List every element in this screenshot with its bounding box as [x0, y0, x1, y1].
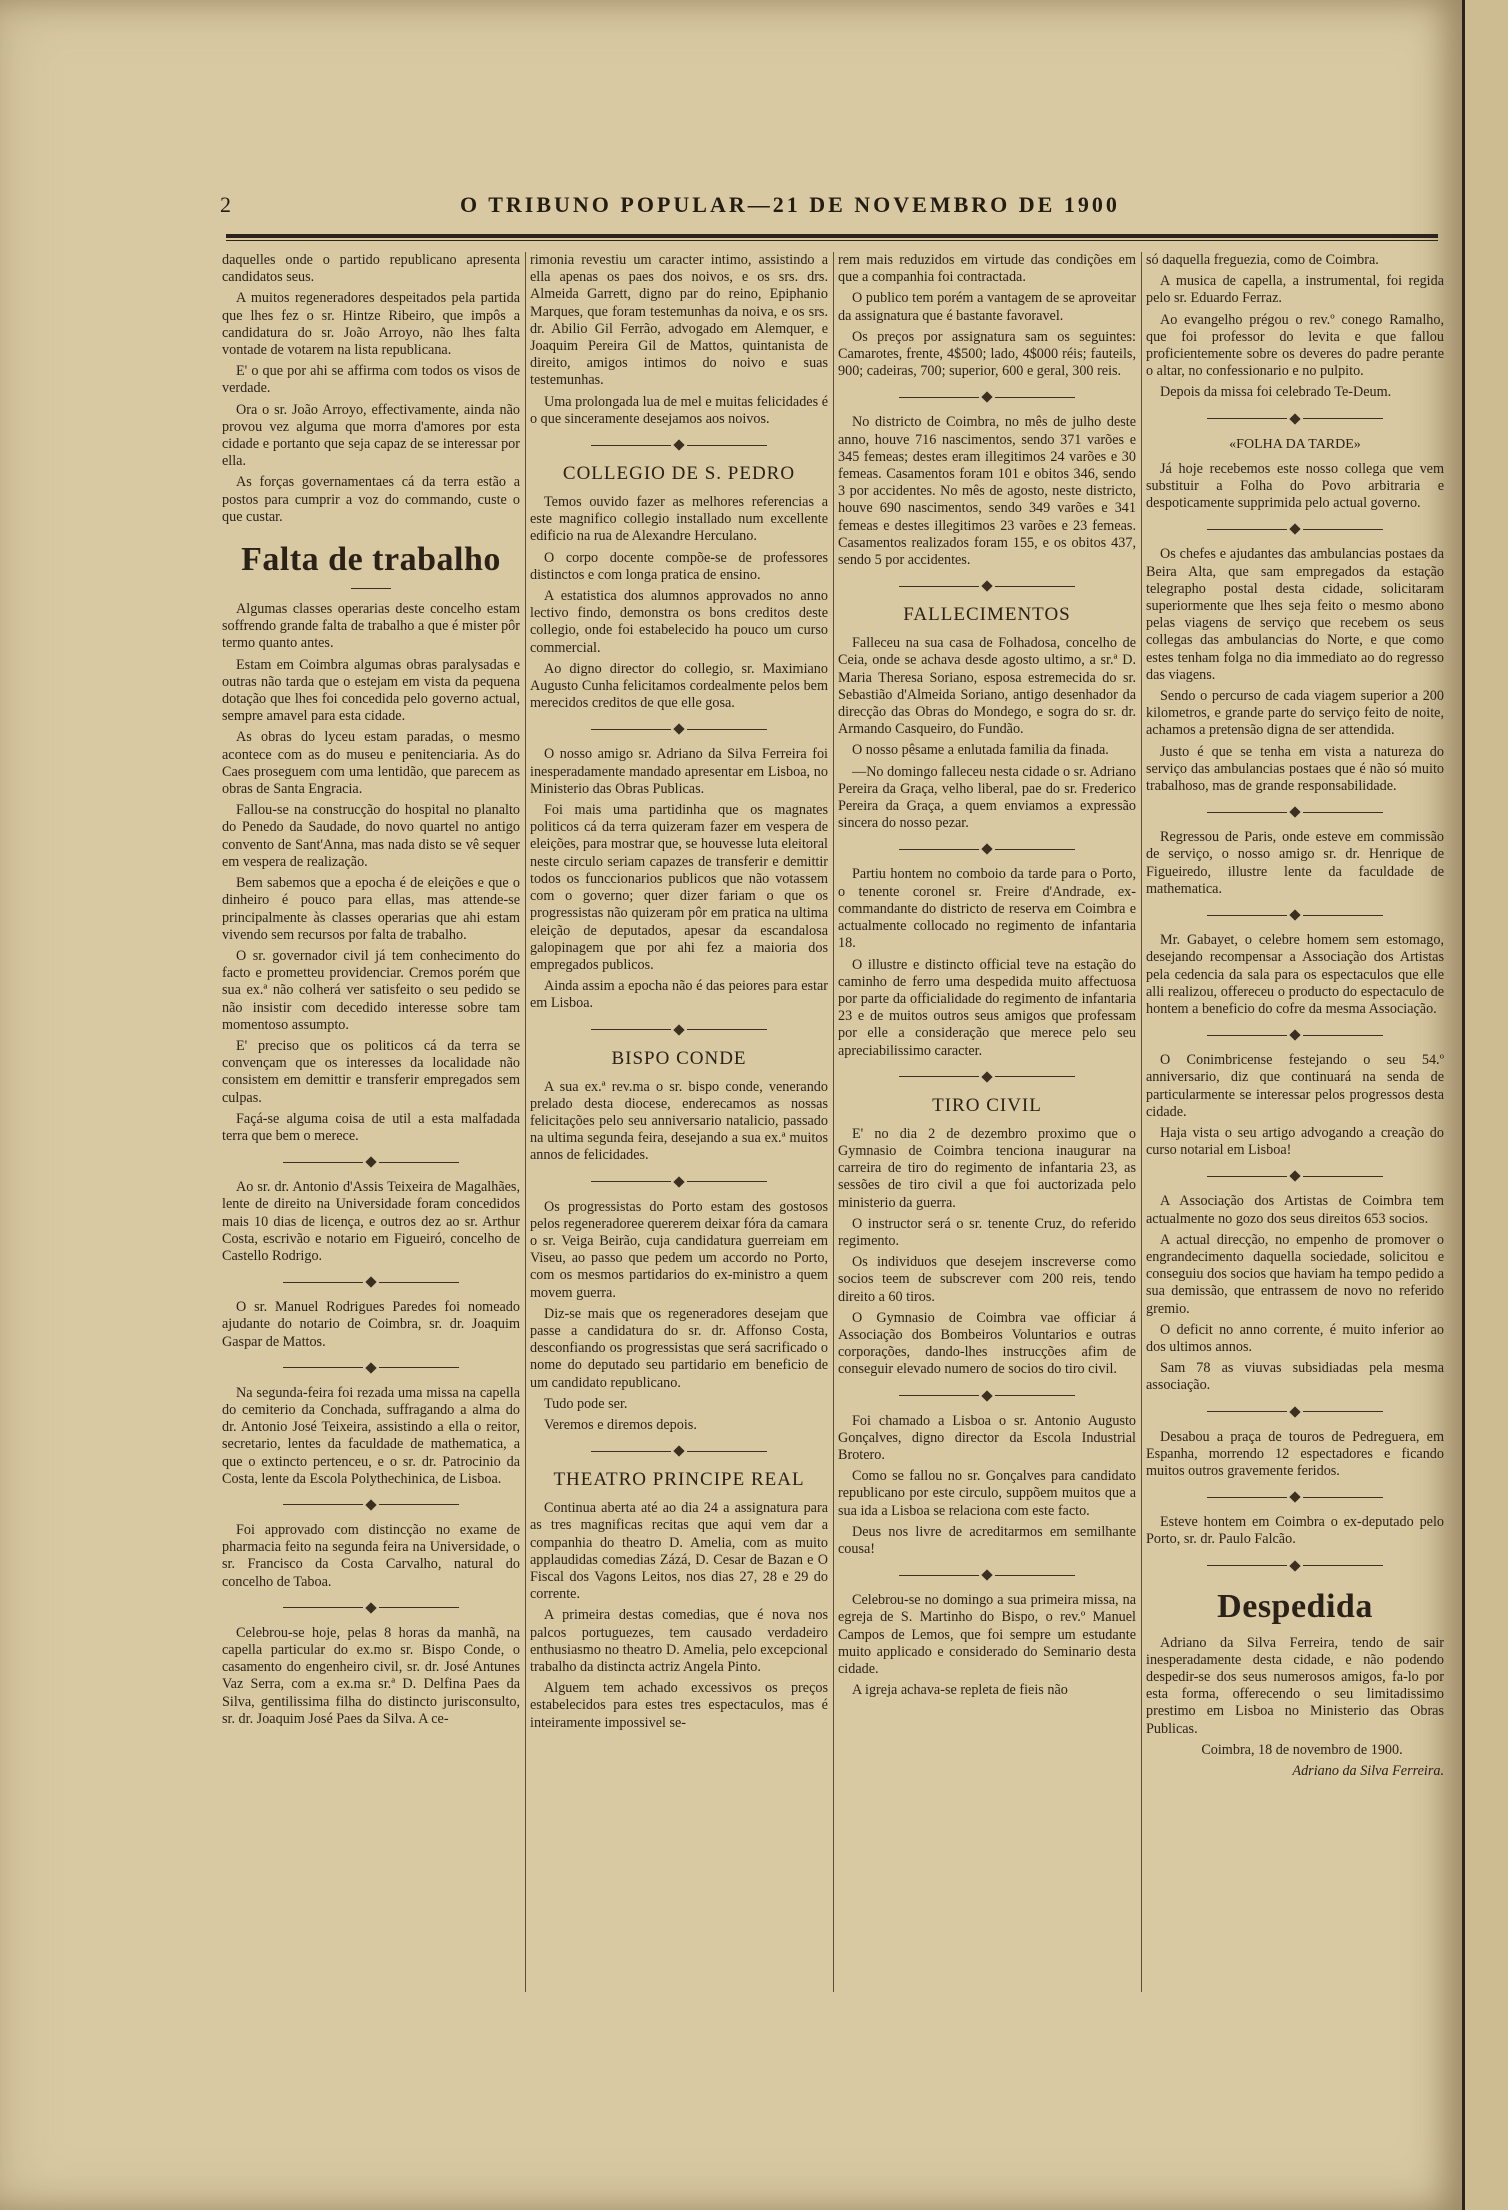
article-paragraph: Os preços por assignatura sam os seguintes: Camarotes, frente, 4$500; lado, 4$000 réis; fauteils, 900; cadeiras, 700; superior, 600 e geral, 300 reis. [838, 328, 1136, 380]
article-paragraph: O instructor será o sr. tenente Cruz, do referido regimento. [838, 1215, 1136, 1249]
article-paragraph: O sr. Manuel Rodrigues Paredes foi nomeado ajudante do notario de Coimbra, sr. dr. Joaquim Gaspar de Mattos. [222, 1299, 520, 1350]
article-paragraph: Bem sabemos que a epocha é de eleições e que o dinheiro é pouco para ellas, mas attende-se principalmente às classes operarias que ahi estam vivendo sem recursos por falta de trabalho. [222, 875, 520, 943]
headline-theatro-principe-real: THEATRO PRINCIPE REAL [553, 1469, 805, 1491]
adjacent-page-edge [1462, 0, 1508, 2210]
article-paragraph: Foi mais uma partidinha que os magnates politicos cá da terra quizeram fazer em vespera de eleições, para mostrar que, se houvesse luta eleitoral neste circulo seriam capazes de transferir e demittir todos os funccionarios publicos que não votassem com o governo; quer dizer fariam o que os progressistas não quizeram pôr em pratica na ultima eleição de deputados, apesar da escandalosa galopinagem que por ahi fez a maioria dos empregados publicos. [530, 802, 828, 973]
ornament-divider [530, 1444, 828, 1458]
article-paragraph: Temos ouvido fazer as melhores referencias a este magnifico collegio installado num excellente edificio na rua de Alexandre Herculano. [530, 494, 828, 545]
column-divider [1141, 252, 1142, 1992]
ornament-divider [1146, 805, 1444, 819]
article-paragraph: Foi chamado a Lisboa o sr. Antonio Augusto Gonçalves, digno director da Escola Industrial Brotero. [838, 1412, 1136, 1463]
article-paragraph: Regressou de Paris, onde esteve em commissão de serviço, o nosso amigo sr. dr. Henrique de Figueiredo, illustre lente da faculdade de mathematica. [1146, 829, 1444, 897]
article-paragraph: Uma prolongada lua de mel e muitas felicidades é o que sinceramente desejamos aos noivos. [530, 393, 828, 427]
article-paragraph: Ao evangelho prégou o rev.º conego Ramalho, que foi professor do levita e que fallou proficientemente sobre os deveres do padre perante o altar, no confessionario e no pulpito. [1146, 311, 1444, 380]
article-paragraph: Haja vista o seu artigo advogando a creação do curso notarial em Lisboa! [1146, 1124, 1444, 1159]
article-paragraph: Depois da missa foi celebrado Te-Deum. [1160, 384, 1392, 401]
ornament-divider [1146, 1559, 1444, 1573]
column-divider [525, 252, 526, 1992]
article-paragraph: Os chefes e ajudantes das ambulancias postaes da Beira Alta, que sam empregados da estação telegrapho postal desta cidade, solicitaram superiormente que lhes seja feito o mesmo abono pelas viagens de serviço que recebem os seus collegas das ambulancias do Norte, e que como estes tenham folga no dia immediato ao do regresso das viagens. [1146, 546, 1444, 683]
article-paragraph: Algumas classes operarias deste concelho estam soffrendo grande falta de trabalho a que é mister pôr termo quanto antes. [222, 601, 520, 652]
article-paragraph: A estatistica dos alumnos approvados no anno lectivo findo, demonstra os bons creditos deste collegio, onde foi estabelecido ha pouco um curso commercial. [530, 588, 828, 656]
article-paragraph: E' no dia 2 de dezembro proximo que o Gymnasio de Coimbra tenciona inaugurar na carreira de tiro do regimento de infantaria 23, as sessões de tiro civil a que foi auctorizada pelo ministerio da guerra. [838, 1125, 1136, 1211]
article-paragraph: Os individuos que desejem inscreverse como socios teem de subscrever com 200 reis, tendo direito a 60 tiros. [838, 1254, 1136, 1305]
ornament-divider [838, 1568, 1136, 1582]
column-3 [838, 252, 1136, 2192]
column-2 [530, 252, 828, 2192]
article-paragraph: A muitos regeneradores despeitados pela partida que lhes fez o sr. Hintze Ribeiro, que impôs a candidatura do sr. João Arroyo, não lhes falta vontade de votarem na lista republicana. [222, 290, 520, 359]
article-paragraph: Ainda assim a epocha não é das peiores para estar em Lisboa. [530, 978, 828, 1012]
article-paragraph: Deus nos livre de acreditarmos em semilhante cousa! [838, 1523, 1136, 1557]
article-paragraph: Celebrou-se hoje, pelas 8 horas da manhã, na capella particular do ex.mo sr. Bispo Conde, o casamento do engenheiro civil, sr. dr. José Antunes Vaz Serra, com a ex.ma sr.ª D. Delfina Paes da Silva, gentilissima filha do distincto jurisconsulto, sr. dr. Joaquim José Paes da Silva. A ce- [222, 1624, 520, 1727]
ornament-divider [1146, 412, 1444, 426]
article-paragraph: Diz-se mais que os regeneradores desejam que passe a candidatura do sr. dr. Affonso Costa, desconfiando os progressistas que será sacrificado o nome do deputado seu partidario em beneficio de um candidato republicano. [530, 1305, 828, 1391]
headline-tiro-civil: TIRO CIVIL [932, 1094, 1042, 1116]
masthead-rule-thin [226, 240, 1438, 241]
ornament-divider [222, 1361, 520, 1375]
article-paragraph: Ora o sr. João Arroyo, effectivamente, ainda não provou vez alguma que morra d'amores por esta cidade e portanto que seja capaz de se interessar por ella. [222, 401, 520, 470]
ornament-divider [1146, 522, 1444, 536]
article-paragraph: só daquella freguezia, como de Coimbra. [1146, 252, 1379, 268]
ornament-divider [222, 1601, 520, 1615]
ornament-divider [838, 842, 1136, 856]
ornament-divider [838, 1070, 1136, 1084]
article-paragraph: A sua ex.ª rev.ma o sr. bispo conde, venerando prelado desta diocese, enderecamos as nossas felicitações pelo seu anniversario natalicio, passado na ultima segunda feira, desejando a sua ex.ª muitos annos de felicidades. [530, 1078, 828, 1164]
article-paragraph: A actual direcção, no empenho de promover o engrandecimento daquella sociedade, solicitou e conseguiu dos socios que haviam ha tempo pedido a sua demissão, que entrassem de novo no referido gremio. [1146, 1231, 1444, 1317]
article-paragraph: Desabou a praça de touros de Pedreguera, em Espanha, morrendo 12 espectadores e ficando muitos outros gravemente feridos. [1146, 1428, 1444, 1479]
masthead-rule [226, 234, 1438, 238]
ornament-divider [530, 1175, 828, 1189]
headline-collegio-s-pedro: COLLEGIO DE S. PEDRO [562, 463, 796, 485]
article-paragraph: daquelles onde o partido republicano apresenta candidatos seus. [222, 252, 520, 286]
article-paragraph: Na segunda-feira foi rezada uma missa na capella do cemiterio da Conchada, suffragando a alma do dr. Antonio José Teixeira, assistindo a ella o reitor, secretario, lentes da faculdade de mathematica, a que o extincto pertenceu, e o sr. dr. Patrocinio da Costa, lente da Escola Polythechinica, de Lisboa. [222, 1384, 520, 1487]
ornament-divider [1146, 1490, 1444, 1504]
article-paragraph: O Gymnasio de Coimbra vae officiar á Associação dos Bombeiros Voluntarios e outras corporações, dando-lhes instrucções afim de conseguir elevado numero de socios do tiro civil. [838, 1309, 1136, 1378]
article-paragraph: O Conimbricense festejando o seu 54.º anniversario, diz que continuará na senda de particularmente se interessar pelos progressos desta cidade. [1146, 1052, 1444, 1120]
ornament-divider [222, 1275, 520, 1289]
article-paragraph: Estam em Coimbra algumas obras paralysadas e outras não tarda que o estejam em vista da pequena dotação que lhes foi concedida pelo governo actual, sempre amavel para esta cidade. [222, 656, 520, 725]
article-paragraph: O nosso amigo sr. Adriano da Silva Ferreira foi inesperadamente mandado apresentar em Lisboa, no Ministerio das Obras Publicas. [530, 746, 828, 797]
article-paragraph: Ao sr. dr. Antonio d'Assis Teixeira de Magalhães, lente de direito na Universidade foram concedidos mais 10 dias de licença, e outros dez ao sr. Arthur Costa, escrivão e notario em Figueiró, concelho de Castello Rodrigo. [222, 1179, 520, 1264]
article-paragraph: Sam 78 as viuvas subsidiadas pela mesma associação. [1146, 1360, 1444, 1394]
ornament-divider [222, 1155, 520, 1169]
article-paragraph: As obras do lyceu estam paradas, o mesmo acontece com as do museu e penitenciaria. As do Caes proseguem com uma lentidão, que parecem as obras de Santa Engracia. [222, 729, 520, 798]
article-paragraph: O illustre e distincto official teve na estação do caminho de ferro uma despedida muito affectuosa por parte da officialidade do regimento de infantaria 23 e de muitos outros seus amigos que professam por elle a consideração que merece pelo seu apreciabilissimo caracter. [838, 956, 1136, 1059]
article-paragraph: rem mais reduzidos em virtude das condições em que a companhia foi contractada. [838, 252, 1136, 286]
headline-fallecimentos: FALLECIMENTOS [903, 604, 1071, 626]
article-paragraph: Continua aberta até ao dia 24 a assignatura para as tres magnificas recitas que aqui vem dar a companhia do theatro D. Amelia, com as muito applaudidas comedias Zázá, D. Cesar de Bazan e O Fiscal dos Vagons Leitos, nos dias 27, 28 e 29 do corrente. [530, 1500, 828, 1603]
article-paragraph: O nosso pêsame a enlutada familia da finada. [852, 742, 1109, 759]
article-paragraph: Veremos e diremos depois. [544, 1416, 697, 1433]
article-paragraph: Como se fallou no sr. Gonçalves para candidato republicano por este circulo, suppõem muitos que a sua ida a Lisboa se relaciona com este facto. [838, 1468, 1136, 1519]
article-paragraph: Alguem tem achado excessivos os preços estabelecidos para estes tres espectaculos, mas é inteiramente impossivel se- [530, 1680, 828, 1731]
article-paragraph: Justo é que se tenha em vista a natureza do serviço das ambulancias postaes que é não só muito trabalhoso, mas de grande responsabilidade. [1146, 743, 1444, 795]
divider [351, 588, 391, 589]
column-1 [222, 252, 520, 2192]
article-paragraph: Fallou-se na construcção do hospital no planalto do Penedo da Saudade, do novo quartel no antigo convento de Sant'Anna, mas nada disto se vê sequer em vespera de realização. [222, 802, 520, 870]
article-paragraph: A primeira destas comedias, que é nova nos palcos portuguezes, tem causado verdadeiro enthusiasmo no theatro D. Amelia, pelo excepcional trabalho da distincta actriz Angela Pinto. [530, 1607, 828, 1675]
signature: Adriano da Silva Ferreira. [1292, 1763, 1444, 1779]
article-paragraph: E' preciso que os politicos cá da terra se convençam que os interesses da localidade não consistem em demittir e transferir empregados sem culpas. [222, 1037, 520, 1106]
ornament-divider [1146, 1028, 1444, 1042]
headline-despedida: Despedida [1217, 1587, 1373, 1625]
article-paragraph: O publico tem porém a vantagem de se aproveitar da assignatura que é bastante favoravel. [838, 290, 1136, 324]
ornament-divider [1146, 1169, 1444, 1183]
article-paragraph: Celebrou-se no domingo a sua primeira missa, na egreja de S. Martinho do Bispo, o rev.º Manuel Campos de Lemos, que foi sempre um estudante muito applicado e considerado do Seminario desta cidade. [838, 1592, 1136, 1677]
article-paragraph: Mr. Gabayet, o celebre homem sem estomago, desejando recompensar a Associação dos Artistas pela cedencia da sala para os espectaculos que elle alli realizou, offereceu o producto do espectaculo de hontem a beneficio do cofre da mesma Associação. [1146, 932, 1444, 1017]
article-paragraph: Falleceu na sua casa de Folhadosa, concelho de Ceia, onde se achava desde agosto ultimo, a sr.ª D. Maria Theresa Soriano, esposa estremecida do sr. Sebastião d'Almeida Soriano, antigo desenhador da direcção das Obras do Mondego, e sogra do sr. dr. Armando Casqueiro, do Fundão. [838, 635, 1136, 738]
ornament-divider [530, 1023, 828, 1037]
article-paragraph: Partiu hontem no comboio da tarde para o Porto, o tenente coronel sr. Freire d'Andrade, ex-commandante do districto de reserva em Coimbra e actualmente collocado no regimento de infantaria 18. [838, 866, 1136, 952]
article-paragraph: A Associação dos Artistas de Coimbra tem actualmente no gozo dos seus direitos 653 socios. [1146, 1193, 1444, 1227]
article-paragraph: Foi approvado com distincção no exame de pharmacia feito na segunda feira na Universidade, o sr. Francisco da Costa Carvalho, natural do concelho de Taboa. [222, 1521, 520, 1590]
ornament-divider [530, 722, 828, 736]
article-paragraph: Já hoje recebemos este nosso collega que vem substituir a Folha do Povo arbitraria e despoticamente supprimida pelo actual governo. [1146, 460, 1444, 512]
article-paragraph: No districto de Coimbra, no mês de julho deste anno, houve 716 nascimentos, sendo 371 varões e 345 femeas; destes eram illegitimos 24 varões e 30 femeas. Casamentos foram 101 e obitos 346, sendo 3 por accidentes. No mês de agosto, neste districto, houve 690 nascimentos, sendo 349 varões e 341 femeas e destes illegitimos 23 varões e 23 femeas. Casamentos realizados foram 155, e os obitos 437, sendo 5 por accidentes. [838, 414, 1136, 569]
article-paragraph: Ao digno director do collegio, sr. Maximiano Augusto Cunha felicitamos cordealmente pelos bem merecidos creditos de que elle gosa. [530, 660, 828, 712]
article-paragraph: Adriano da Silva Ferreira, tendo de sair inesperadamente desta cidade, e não podendo despedir-se dos seus numerosos amigos, fa-lo por esta forma, offerecendo o seu limitadissimo prestimo em Lisboa no Ministerio das Obras Publicas. [1146, 1634, 1444, 1737]
article-paragraph: As forças governamentaes cá da terra estão a postos para cumprir a voz do commando, custe o que custar. [222, 474, 520, 525]
masthead [220, 192, 1440, 222]
article-paragraph: E' o que por ahi se affirma com todos os visos de verdade. [222, 363, 520, 397]
ornament-divider [222, 1498, 520, 1512]
article-paragraph: Esteve hontem em Coimbra o ex-deputado pelo Porto, sr. dr. Paulo Falcão. [1146, 1514, 1444, 1548]
article-paragraph: O deficit no anno corrente, é muito inferior ao dos ultimos annos. [1146, 1321, 1444, 1355]
dateline: Coimbra, 18 de novembro de 1900. [1201, 1741, 1403, 1758]
article-paragraph: Tudo pode ser. [544, 1395, 628, 1412]
page-number: 2 [220, 192, 231, 217]
article-paragraph: Façá-se alguma coisa de util a esta malfadada terra que bem o merece. [222, 1110, 520, 1144]
ornament-divider [838, 579, 1136, 593]
article-paragraph: Sendo o percurso de cada viagem superior a 200 kilometros, e grande parte do serviço feito de noite, achamos a pretensão digna de ser attendida. [1146, 688, 1444, 739]
headline-falta-de-trabalho: Falta de trabalho [241, 541, 501, 579]
article-paragraph: O corpo docente compõe-se de professores distinctos e com longa pratica de ensino. [530, 549, 828, 583]
ornament-divider [838, 390, 1136, 404]
article-paragraph: A musica de capella, a instrumental, foi regida pelo sr. Eduardo Ferraz. [1146, 273, 1444, 307]
ornament-divider [838, 1389, 1136, 1403]
masthead-title: O TRIBUNO POPULAR—21 DE NOVEMBRO DE 1900 [460, 192, 1120, 217]
ornament-divider [1146, 908, 1444, 922]
ornament-divider [530, 438, 828, 452]
article-paragraph: O sr. governador civil já tem conhecimento do facto e prometteu providenciar. Cremos porém que sua ex.ª não colherá ver satisfeito o seu pedido se não insistir com decedido interesse sobre tam momentoso assumpto. [222, 947, 520, 1033]
headline-bispo-conde: BISPO CONDE [611, 1047, 747, 1069]
column-divider [833, 252, 834, 1992]
headline-folha-da-tarde: «FOLHA DA TARDE» [1229, 436, 1361, 452]
article-paragraph: —No domingo falleceu nesta cidade o sr. Adriano Pereira da Graça, velho liberal, pae do sr. Frederico Pereira da Graça, a quem enviamos a expressão sincera do nosso pezar. [838, 763, 1136, 832]
article-paragraph: Os progressistas do Porto estam des gostosos pelos regeneradoree quererem deixar fóra da camara o sr. Veiga Beirão, cuja candidatura guerreiam em Viseu, ao passo que pedem um accordo no Porto, com os mesmos partidarios do ex-ministro a quem movem guerra. [530, 1198, 828, 1301]
article-paragraph: rimonia revestiu um caracter intimo, assistindo a ella apenas os paes dos noivos, e os srs. drs. Almeida Garrett, digno par do reino, Epiphanio Marques, que foram testemunhas da noiva, e os srs. dr. Abilio Gil Ferrão, advogado em Alemquer, e Joaquim Pereira Gil de Mattos, quintanista de direito, amigos intimos do noivo e suas testemunhas. [530, 252, 828, 389]
ornament-divider [1146, 1405, 1444, 1419]
column-4 [1146, 252, 1444, 2192]
article-paragraph: A igreja achava-se repleta de fieis não [852, 1682, 1068, 1699]
